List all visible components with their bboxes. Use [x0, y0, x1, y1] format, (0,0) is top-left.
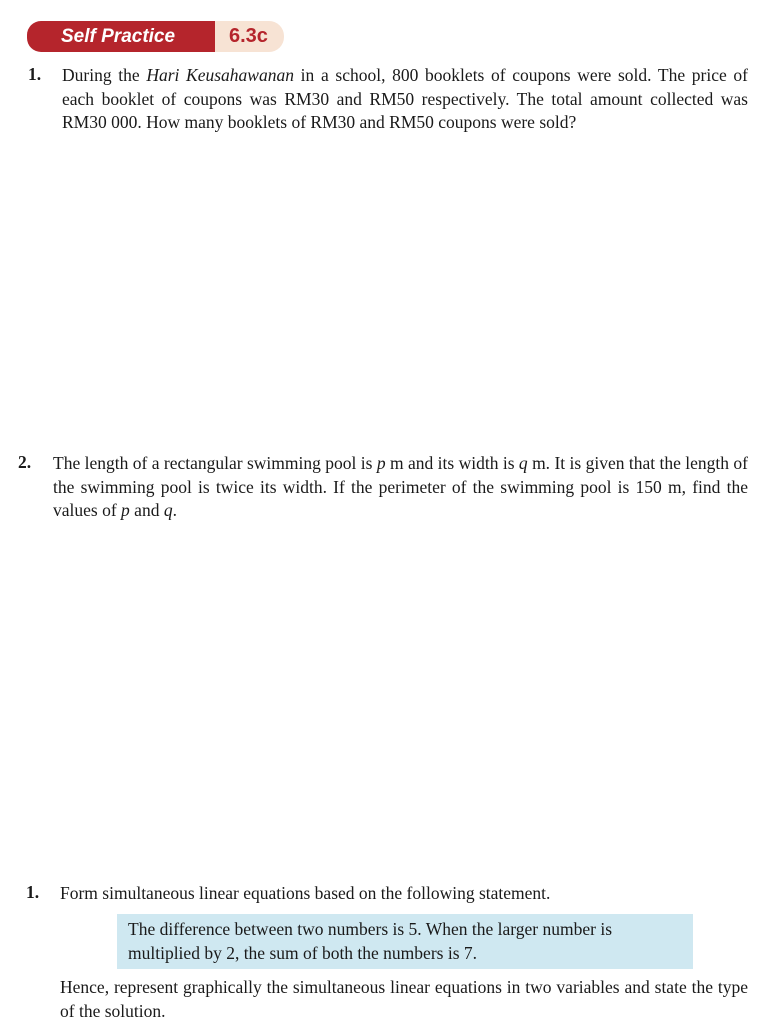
question-2-number: 2. [18, 452, 32, 472]
q2-text-5: . [172, 500, 177, 520]
self-practice-badge [27, 21, 284, 52]
question-2-text [53, 452, 748, 523]
q2-var-q-2: q [163, 500, 173, 520]
q2-text-1: The length of a rectangular swimming pool is [53, 453, 377, 473]
question-1-number: 1. [28, 64, 42, 84]
q1-text-a: During the [62, 65, 147, 85]
statement-box: The difference between two numbers is 5. When the larger number is multiplied by 2, the sum of both the numbers is 7. [117, 914, 693, 969]
q2-text-2: m and its width is [385, 453, 519, 473]
badge-title: Self Practice [27, 21, 215, 52]
q1-text-b: in a school, 800 booklets of coupons were sold. The price of each booklet of coupons was RM30 and RM50 respectively. The total amount collected was RM30 000. How many booklets of RM30 and RM50 coupons were sold? [62, 65, 748, 132]
question-3-hence: Hence, represent graphically the simultaneous linear equations in two variables and state the type of the solution. [60, 977, 748, 1021]
q2-text-3: m. It is given that the length of the swimming pool is twice its width. If the perimeter of the swimming pool is 150 m, find the values of [53, 453, 748, 520]
q2-var-p-2: p [121, 500, 130, 520]
question-3-intro: Form simultaneous linear equations based on the following statement. [60, 883, 551, 903]
question-1-text [62, 64, 748, 135]
q2-var-q: q [518, 453, 528, 473]
q2-var-p: p [376, 453, 386, 473]
question-3-number: 1. [26, 882, 40, 902]
q1-italic-term: Hari Keusahawanan [146, 65, 294, 85]
q2-text-4: and [129, 500, 164, 520]
badge-number: 6.3c [215, 21, 284, 52]
